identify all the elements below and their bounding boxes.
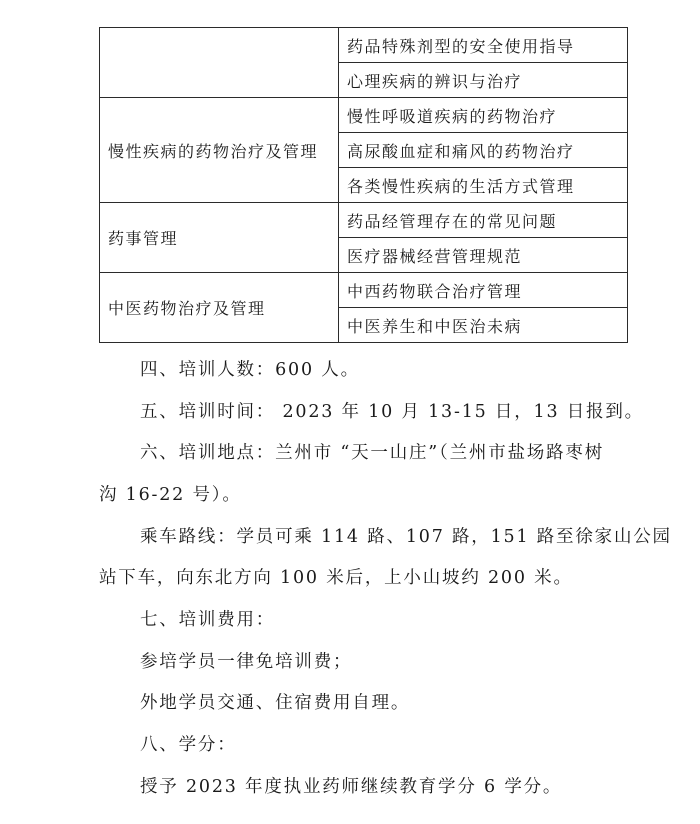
topic-cell: 中西药物联合治疗管理 xyxy=(339,273,628,308)
category-cell xyxy=(100,28,339,98)
category-cell: 慢性疾病的药物治疗及管理 xyxy=(100,98,339,203)
credit-heading: 八、学分： xyxy=(140,735,237,755)
bus-route-line1: 乘车路线：学员可乘 114 路、107 路，151 路至徐家山公园 xyxy=(140,527,672,547)
topic-cell: 医疗器械经营管理规范 xyxy=(339,238,628,273)
category-cell: 中医药物治疗及管理 xyxy=(100,273,339,343)
table-row xyxy=(100,28,628,63)
training-time: 五、培训时间： 2023 年 10 月 13-15 日，13 日报到。 xyxy=(140,402,644,422)
trainee-count: 四、培训人数：600 人。 xyxy=(140,360,360,380)
topic-cell: 药品特殊剂型的安全使用指导 xyxy=(339,28,628,63)
bus-route-line2: 站下车，向东北方向 100 米后，上小山坡约 200 米。 xyxy=(99,568,573,588)
fee-heading: 七、培训费用： xyxy=(140,610,276,630)
category-cell: 药事管理 xyxy=(100,203,339,273)
training-location-line2: 沟 16-22 号）。 xyxy=(99,485,242,505)
fee-self-note: 外地学员交通、住宿费用自理。 xyxy=(140,693,411,713)
table-row xyxy=(100,203,628,238)
table-row xyxy=(100,273,628,308)
topic-cell: 慢性呼吸道疾病的药物治疗 xyxy=(339,98,628,133)
topic-cell: 各类慢性疾病的生活方式管理 xyxy=(339,168,628,203)
credit-text: 授予 2023 年度执业药师继续教育学分 6 学分。 xyxy=(140,777,563,797)
fee-free-note: 参培学员一律免培训费； xyxy=(140,652,353,672)
training-location-line1: 六、培训地点：兰州市 “天一山庄”（兰州市盐场路枣树 xyxy=(140,443,605,463)
course-table xyxy=(99,27,628,343)
topic-cell: 中医养生和中医治未病 xyxy=(339,308,628,343)
topic-cell: 药品经管理存在的常见问题 xyxy=(339,203,628,238)
topic-cell: 心理疾病的辨识与治疗 xyxy=(339,63,628,98)
topic-cell: 高尿酸血症和痛风的药物治疗 xyxy=(339,133,628,168)
table-row xyxy=(100,98,628,133)
